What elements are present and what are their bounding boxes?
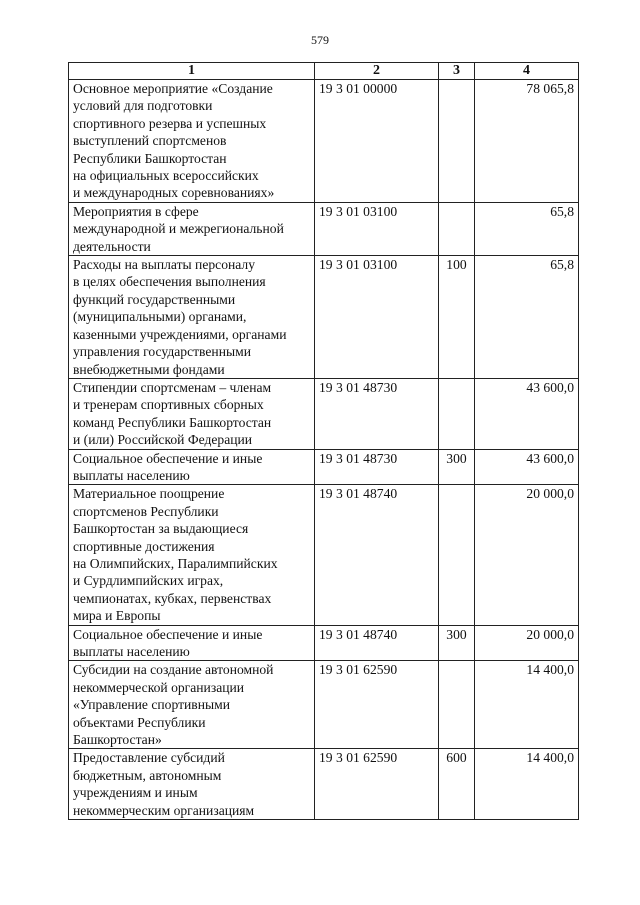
header-col-4: 4 bbox=[475, 63, 579, 80]
table-row bbox=[69, 256, 579, 379]
row-type: 600 bbox=[439, 749, 475, 820]
row-code: 19 3 01 03100 bbox=[315, 256, 439, 379]
row-name: Материальное поощрение спортсменов Республики Башкортостан за выдающиеся спортивные достижения на Олимпийских, Паралимпийских и Сурдлимпийских играх, чемпионатах, кубках, первенствах мира и Европы bbox=[69, 485, 315, 625]
table-header-row bbox=[69, 63, 579, 80]
table-row bbox=[69, 449, 579, 485]
row-name: Расходы на выплаты персоналу в целях обеспечения выполнения функций государственными (муниципальными) органами, казенными учреждениями, органами управления государственными внебюджетными фондами bbox=[69, 256, 315, 379]
row-type bbox=[439, 378, 475, 449]
row-type bbox=[439, 661, 475, 749]
row-type: 300 bbox=[439, 625, 475, 661]
row-type: 300 bbox=[439, 449, 475, 485]
row-name: Предоставление субсидий бюджетным, автономным учреждениям и иным некоммерческим организациям bbox=[69, 749, 315, 820]
row-type bbox=[439, 80, 475, 203]
budget-table bbox=[68, 62, 579, 820]
row-amount: 14 400,0 bbox=[475, 749, 579, 820]
row-amount: 43 600,0 bbox=[475, 378, 579, 449]
page-number: 579 bbox=[311, 33, 329, 47]
row-name: Субсидии на создание автономной некоммерческой организации «Управление спортивными объектами Республики Башкортостан» bbox=[69, 661, 315, 749]
row-name: Стипендии спортсменам – членам и тренерам спортивных сборных команд Республики Башкортостан и (или) Российской Федерации bbox=[69, 378, 315, 449]
row-code: 19 3 01 48740 bbox=[315, 485, 439, 625]
table-row bbox=[69, 202, 579, 255]
row-amount: 20 000,0 bbox=[475, 625, 579, 661]
table-row bbox=[69, 485, 579, 625]
row-type bbox=[439, 202, 475, 255]
row-name: Социальное обеспечение и иные выплаты населению bbox=[69, 449, 315, 485]
row-amount: 14 400,0 bbox=[475, 661, 579, 749]
row-code: 19 3 01 48730 bbox=[315, 378, 439, 449]
table-row bbox=[69, 80, 579, 203]
row-name: Мероприятия в сфере международной и межрегиональной деятельности bbox=[69, 202, 315, 255]
row-code: 19 3 01 00000 bbox=[315, 80, 439, 203]
row-code: 19 3 01 48740 bbox=[315, 625, 439, 661]
table-row bbox=[69, 625, 579, 661]
row-code: 19 3 01 03100 bbox=[315, 202, 439, 255]
table-row bbox=[69, 661, 579, 749]
row-amount: 65,8 bbox=[475, 202, 579, 255]
row-amount: 65,8 bbox=[475, 256, 579, 379]
row-code: 19 3 01 48730 bbox=[315, 449, 439, 485]
row-code: 19 3 01 62590 bbox=[315, 749, 439, 820]
row-code: 19 3 01 62590 bbox=[315, 661, 439, 749]
row-amount: 20 000,0 bbox=[475, 485, 579, 625]
header-col-2: 2 bbox=[315, 63, 439, 80]
header-col-1: 1 bbox=[69, 63, 315, 80]
header-col-3: 3 bbox=[439, 63, 475, 80]
row-type: 100 bbox=[439, 256, 475, 379]
row-amount: 78 065,8 bbox=[475, 80, 579, 203]
row-name: Основное мероприятие «Создание условий для подготовки спортивного резерва и успешных выступлений спортсменов Республики Башкортостан на официальных всероссийских и международных соревнованиях» bbox=[69, 80, 315, 203]
row-name: Социальное обеспечение и иные выплаты населению bbox=[69, 625, 315, 661]
table-row bbox=[69, 749, 579, 820]
table-row bbox=[69, 378, 579, 449]
row-amount: 43 600,0 bbox=[475, 449, 579, 485]
row-type bbox=[439, 485, 475, 625]
